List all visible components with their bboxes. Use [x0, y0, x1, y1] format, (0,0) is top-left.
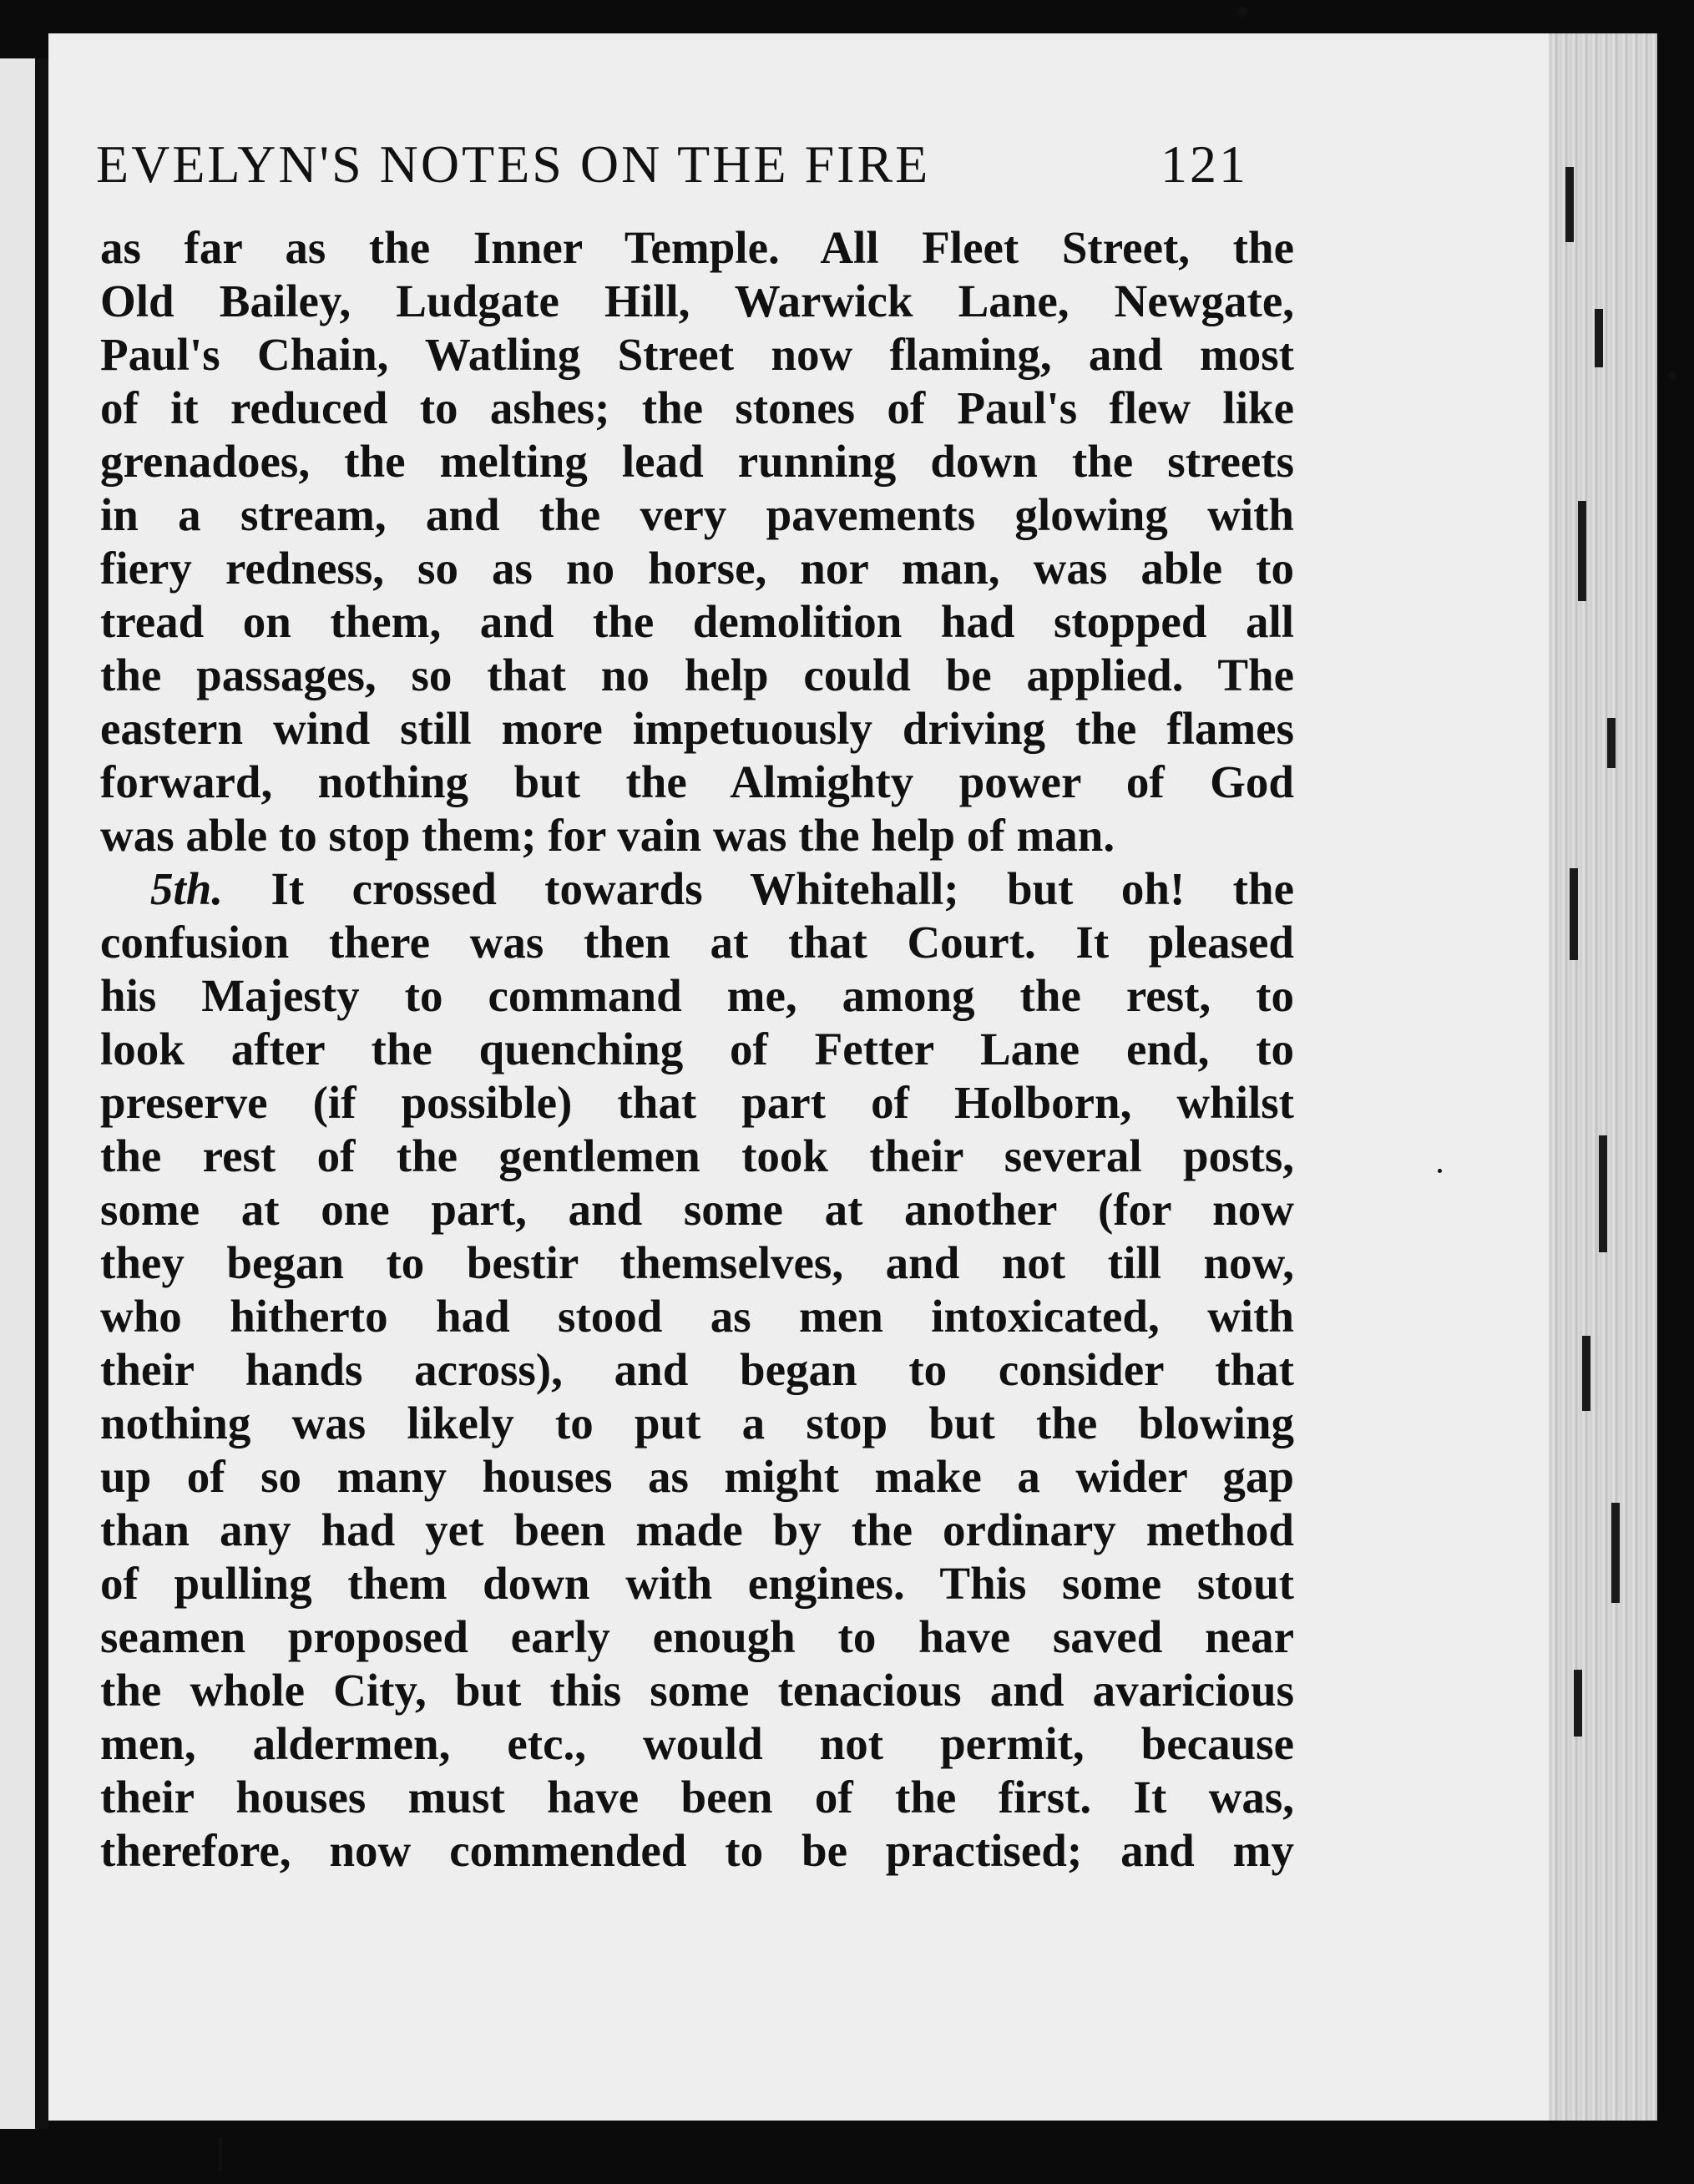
text-line: look after the quenching of Fetter Lane end, to [100, 1024, 1294, 1074]
edge-mark [1595, 309, 1603, 367]
adjacent-page-edge [0, 58, 48, 2129]
text-line: grenadoes, the melting lead running down the streets [100, 436, 1294, 487]
edge-mark [1578, 501, 1586, 601]
edge-mark [1611, 1503, 1620, 1603]
scan-speck [219, 2137, 222, 2171]
scan-speck [1668, 372, 1676, 380]
edge-mark [1607, 718, 1616, 768]
text-line: therefore, now commended to be practised; and my [100, 1825, 1294, 1876]
text-line [100, 862, 1294, 916]
text-line: preserve (if possible) that part of Holborn, whilst [100, 1077, 1294, 1128]
text-line: as far as the Inner Temple. All Fleet Street, the [100, 222, 1294, 273]
text-line: his Majesty to command me, among the rest, to [100, 970, 1294, 1021]
scan-speck [1438, 1169, 1442, 1173]
text-line: tread on them, and the demolition had stopped all [100, 596, 1294, 647]
text-line: Old Bailey, Ludgate Hill, Warwick Lane, Newgate, [100, 276, 1294, 326]
text-line: who hitherto had stood as men intoxicated, with [100, 1291, 1294, 1342]
text-line: was able to stop them; for vain was the help of man. [100, 810, 1115, 861]
text-line: than any had yet been made by the ordinary method [100, 1504, 1294, 1555]
running-head-title: EVELYN'S NOTES ON THE FIRE [96, 134, 931, 194]
text-line: the whole City, but this some tenacious and avaricious [100, 1665, 1294, 1716]
text-line: forward, nothing but the Almighty power of God [100, 756, 1294, 807]
paragraph [100, 221, 1294, 862]
edge-mark [1574, 1670, 1582, 1737]
text-line: in a stream, and the very pavements glowing with [100, 489, 1294, 540]
text-line: up of so many houses as might make a wider gap [100, 1451, 1294, 1502]
text-line: the rest of the gentlemen took their several posts, [100, 1130, 1294, 1181]
date-label: 5th. [150, 863, 224, 914]
text-line: some at one part, and some at another (for now [100, 1184, 1294, 1235]
text-line: seamen proposed early enough to have saved near [100, 1611, 1294, 1662]
edge-mark [1570, 868, 1578, 960]
body-text [100, 221, 1294, 1878]
text-line: of it reduced to ashes; the stones of Paul's flew like [100, 382, 1294, 433]
page-number: 121 [1161, 134, 1248, 194]
text-line: their hands across), and began to consider that [100, 1344, 1294, 1395]
edge-mark [1582, 1336, 1590, 1411]
text-line: they began to bestir themselves, and not till now, [100, 1237, 1294, 1288]
edge-mark [1565, 167, 1574, 242]
text-line: of pulling them down with engines. This some stout [100, 1558, 1294, 1609]
text-line: eastern wind still more impetuously driving the flames [100, 703, 1294, 754]
text-line: confusion there was then at that Court. It pleased [100, 917, 1294, 968]
text-line: Paul's Chain, Watling Street now flaming, and most [100, 329, 1294, 380]
text-line: nothing was likely to put a stop but the blowing [100, 1398, 1294, 1448]
text-span: It crossed towards Whitehall; but oh! the [223, 863, 1294, 914]
paragraph [100, 862, 1294, 1878]
text-line: their houses must have been of the first. It was, [100, 1772, 1294, 1823]
scan-speck [1237, 7, 1247, 17]
running-head [96, 134, 1265, 200]
text-line: men, aldermen, etc., would not permit, because [100, 1718, 1294, 1769]
text-line: fiery redness, so as no horse, nor man, was able to [100, 543, 1294, 594]
edge-mark [1599, 1135, 1607, 1252]
text-line: the passages, so that no help could be applied. The [100, 650, 1294, 700]
page-block-edge [1549, 33, 1657, 2121]
